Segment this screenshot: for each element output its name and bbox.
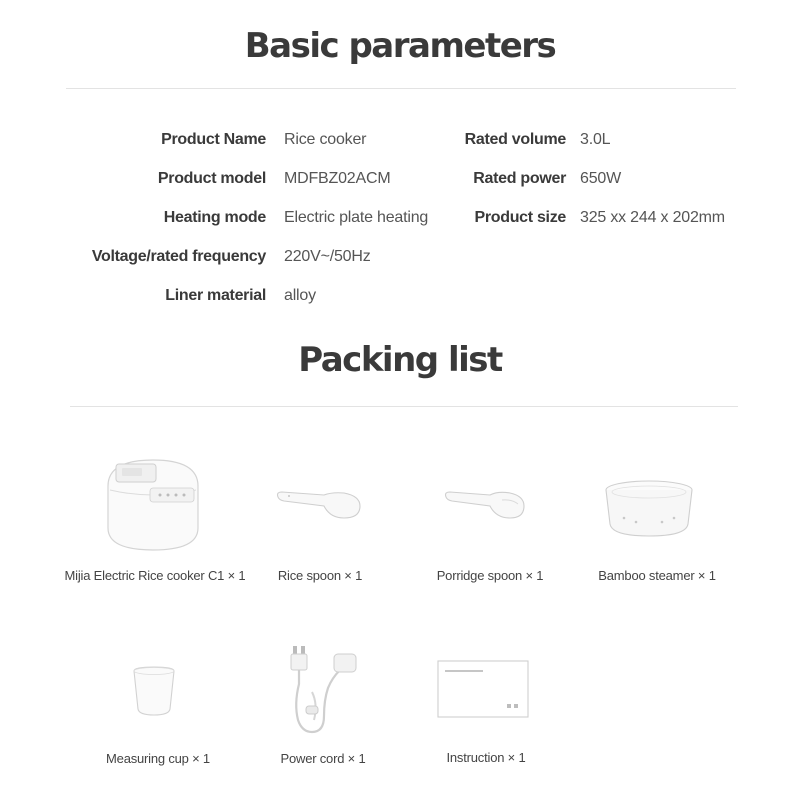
- param-value-heating-mode: Electric plate heating: [284, 209, 429, 226]
- porridge-spoon-icon: [442, 488, 526, 522]
- param-value-product-name: Rice cooker: [284, 131, 367, 148]
- packing-item-caption: Porridge spoon × 1: [436, 568, 544, 583]
- rice-cooker-icon: [100, 456, 206, 556]
- basic-parameters-title: Basic parameters: [244, 26, 556, 66]
- param-value-product-size: 325 xx 244 x 202mm: [580, 209, 725, 226]
- param-label-product-model: Product model: [157, 170, 266, 187]
- packing-item-caption: Measuring cup × 1: [106, 751, 210, 766]
- steamer-icon: [602, 478, 696, 540]
- packing-item-caption: Instruction × 1: [446, 750, 526, 765]
- param-value-rated-power: 650W: [580, 170, 621, 187]
- divider: [70, 406, 738, 407]
- param-label-rated-power: Rated power: [473, 170, 566, 187]
- packing-item-caption: Power cord × 1: [280, 751, 366, 766]
- packing-item-caption: Rice spoon × 1: [277, 568, 363, 583]
- param-value-rated-volume: 3.0L: [580, 131, 611, 148]
- power-cord-icon: [284, 644, 364, 736]
- param-label-liner-material: Liner material: [165, 287, 266, 304]
- param-label-product-size: Product size: [474, 209, 566, 226]
- param-value-product-model: MDFBZ02ACM: [284, 170, 391, 187]
- packing-list-title: Packing list: [298, 340, 502, 380]
- param-label-voltage: Voltage/rated frequency: [91, 248, 266, 265]
- param-value-liner-material: alloy: [284, 287, 316, 304]
- param-label-product-name: Product Name: [161, 131, 266, 148]
- instruction-booklet-icon: [437, 660, 529, 718]
- param-label-rated-volume: Rated volume: [464, 131, 566, 148]
- packing-item-caption: Mijia Electric Rice cooker C1 × 1: [64, 568, 246, 583]
- param-label-heating-mode: Heating mode: [163, 209, 266, 226]
- divider: [66, 88, 736, 89]
- rice-spoon-icon: [274, 488, 362, 522]
- param-value-voltage: 220V~/50Hz: [284, 248, 371, 265]
- packing-item-caption: Bamboo steamer × 1: [598, 568, 716, 583]
- measuring-cup-icon: [130, 665, 178, 717]
